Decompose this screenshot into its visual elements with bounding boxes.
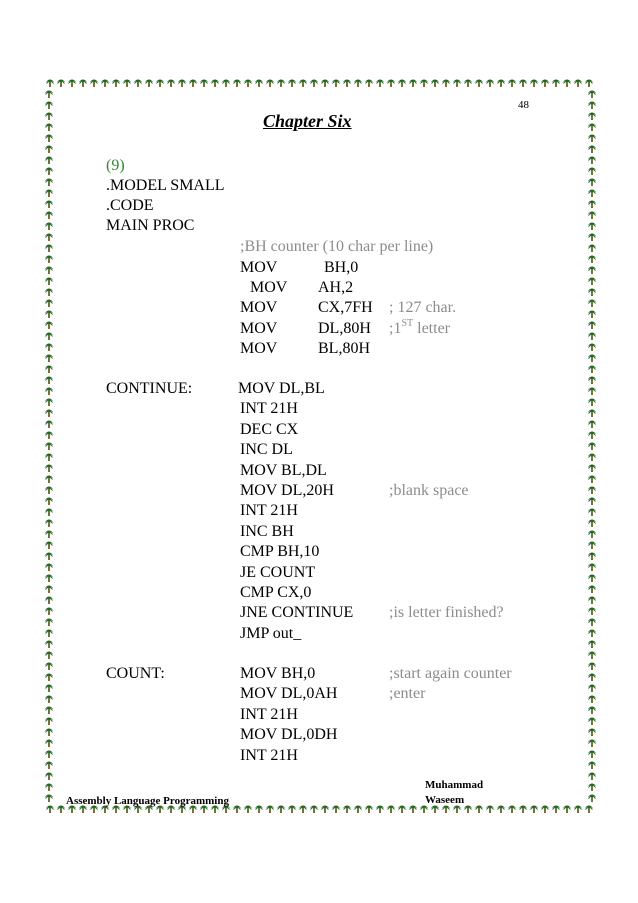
palm-tree-icon — [376, 806, 384, 814]
palm-tree-icon — [45, 509, 53, 517]
palm-tree-icon — [588, 586, 596, 594]
mov-cx-args: CX,7FH — [318, 299, 373, 316]
footer-course-title: Assembly Language Programming — [66, 795, 229, 807]
palm-tree-icon — [588, 454, 596, 462]
palm-tree-icon — [211, 80, 219, 88]
page-number: 48 — [518, 99, 529, 111]
palm-tree-icon — [588, 135, 596, 143]
palm-tree-icon — [398, 806, 406, 814]
continue-label: CONTINUE: — [106, 380, 193, 397]
count-instruction: INT 21H — [240, 705, 298, 723]
palm-tree-icon — [588, 432, 596, 440]
palm-tree-icon — [588, 784, 596, 792]
palm-tree-icon — [588, 597, 596, 605]
palm-tree-icon — [530, 806, 538, 814]
palm-tree-icon — [332, 806, 340, 814]
palm-tree-icon — [588, 146, 596, 154]
palm-tree-icon — [45, 465, 53, 473]
palm-tree-icon — [588, 344, 596, 352]
palm-tree-icon — [45, 289, 53, 297]
palm-tree-icon — [588, 652, 596, 660]
footer-author — [425, 778, 483, 808]
palm-tree-icon — [45, 267, 53, 275]
palm-tree-icon — [266, 80, 274, 88]
palm-tree-icon — [45, 553, 53, 561]
palm-tree-icon — [277, 806, 285, 814]
palm-tree-icon — [45, 718, 53, 726]
palm-tree-icon — [398, 80, 406, 88]
continue-instruction: INT 21H — [240, 400, 298, 418]
continue-instruction: DEC CX — [240, 420, 299, 438]
palm-tree-icon — [332, 80, 340, 88]
palm-tree-icon — [588, 564, 596, 572]
palm-tree-icon — [233, 806, 241, 814]
palm-tree-icon — [588, 542, 596, 550]
palm-tree-icon — [541, 80, 549, 88]
continue-comment: ;blank space — [389, 482, 469, 499]
mov-bh-op: MOV — [240, 259, 278, 276]
palm-tree-icon — [563, 806, 571, 814]
palm-tree-icon — [588, 300, 596, 308]
palm-tree-icon — [588, 509, 596, 517]
count-instruction: MOV DL,0DH — [240, 726, 338, 744]
palm-tree-icon — [475, 80, 483, 88]
palm-tree-icon — [343, 80, 351, 88]
continue-instruction: INT 21H — [240, 502, 298, 520]
palm-tree-icon — [588, 762, 596, 770]
palm-tree-icon — [588, 674, 596, 682]
palm-tree-icon — [552, 806, 560, 814]
palm-tree-icon — [45, 421, 53, 429]
continue-instruction: JNE CONTINUE — [240, 604, 354, 622]
palm-tree-icon — [588, 608, 596, 616]
palm-tree-icon — [68, 80, 76, 88]
palm-tree-icon — [244, 80, 252, 88]
palm-tree-icon — [588, 773, 596, 781]
palm-tree-icon — [588, 190, 596, 198]
palm-tree-icon — [45, 201, 53, 209]
palm-tree-icon — [222, 80, 230, 88]
palm-tree-icon — [45, 674, 53, 682]
palm-tree-icon — [588, 91, 596, 99]
palm-tree-icon — [45, 212, 53, 220]
comment-bh-counter: ;BH counter (10 char per line) — [240, 238, 434, 255]
palm-tree-icon — [79, 80, 87, 88]
palm-tree-icon — [45, 234, 53, 242]
continue-instruction: MOV BL,DL — [240, 461, 327, 479]
palm-tree-icon — [277, 80, 285, 88]
palm-tree-icon — [45, 498, 53, 506]
continue-instruction: INC BH — [240, 522, 294, 540]
palm-tree-icon — [45, 168, 53, 176]
count-label: COUNT: — [106, 665, 165, 682]
palm-tree-icon — [45, 641, 53, 649]
palm-tree-icon — [45, 762, 53, 770]
palm-tree-icon — [588, 685, 596, 693]
palm-tree-icon — [45, 575, 53, 583]
palm-tree-icon — [588, 377, 596, 385]
count-instruction: INT 21H — [240, 746, 298, 764]
palm-tree-icon — [299, 80, 307, 88]
palm-tree-icon — [588, 399, 596, 407]
palm-tree-icon — [409, 806, 417, 814]
palm-tree-icon — [255, 80, 263, 88]
palm-tree-icon — [519, 806, 527, 814]
palm-tree-icon — [45, 157, 53, 165]
palm-tree-icon — [45, 443, 53, 451]
palm-tree-icon — [57, 80, 65, 88]
palm-tree-icon — [45, 399, 53, 407]
mov-dl-comment-suffix: letter — [413, 320, 450, 337]
palm-tree-icon — [588, 157, 596, 165]
palm-tree-icon — [45, 311, 53, 319]
palm-tree-icon — [519, 80, 527, 88]
continue-instruction: CMP BH,10 — [240, 543, 320, 561]
palm-tree-icon — [574, 80, 582, 88]
palm-tree-icon — [45, 685, 53, 693]
palm-tree-icon — [354, 806, 362, 814]
palm-tree-icon — [45, 630, 53, 638]
palm-tree-icon — [588, 289, 596, 297]
palm-tree-icon — [123, 80, 131, 88]
palm-tree-icon — [45, 300, 53, 308]
palm-tree-icon — [552, 80, 560, 88]
palm-tree-icon — [541, 806, 549, 814]
palm-tree-icon — [46, 806, 54, 814]
palm-tree-icon — [497, 806, 505, 814]
palm-tree-icon — [588, 619, 596, 627]
palm-tree-icon — [588, 223, 596, 231]
palm-tree-icon — [588, 641, 596, 649]
palm-tree-icon — [45, 784, 53, 792]
palm-tree-icon — [167, 80, 175, 88]
palm-tree-icon — [45, 740, 53, 748]
palm-tree-icon — [255, 806, 263, 814]
code-directive: .CODE — [106, 197, 154, 214]
palm-tree-icon — [588, 465, 596, 473]
mov-bh-args: BH,0 — [324, 259, 359, 276]
palm-tree-icon — [45, 91, 53, 99]
mov-ah-args: AH,2 — [318, 279, 354, 296]
palm-tree-icon — [45, 531, 53, 539]
palm-tree-icon — [101, 80, 109, 88]
palm-tree-icon — [588, 410, 596, 418]
palm-tree-icon — [588, 245, 596, 253]
palm-tree-icon — [45, 135, 53, 143]
mov-dl-comment-prefix: ;1 — [389, 320, 402, 337]
mov-bl-op: MOV — [240, 340, 278, 357]
continue-instruction: CMP CX,0 — [240, 584, 312, 601]
palm-tree-icon — [588, 311, 596, 319]
palm-tree-icon — [288, 80, 296, 88]
palm-tree-icon — [45, 454, 53, 462]
palm-tree-icon — [189, 80, 197, 88]
palm-tree-icon — [588, 322, 596, 330]
palm-tree-icon — [178, 80, 186, 88]
palm-tree-icon — [387, 806, 395, 814]
palm-tree-icon — [588, 267, 596, 275]
palm-tree-icon — [588, 421, 596, 429]
palm-tree-icon — [588, 212, 596, 220]
palm-tree-icon — [588, 201, 596, 209]
continue-instruction: INC DL — [240, 441, 293, 459]
palm-tree-icon — [45, 773, 53, 781]
count-comment: ;enter — [389, 685, 426, 703]
palm-tree-icon — [588, 718, 596, 726]
palm-tree-icon — [45, 608, 53, 616]
palm-tree-icon — [588, 795, 596, 803]
palm-tree-icon — [420, 80, 428, 88]
continue-comment: ;is letter finished? — [389, 604, 504, 622]
palm-tree-icon — [45, 388, 53, 396]
palm-tree-icon — [588, 124, 596, 132]
palm-tree-icon — [588, 575, 596, 583]
palm-tree-icon — [45, 146, 53, 154]
palm-tree-icon — [585, 80, 593, 88]
continue-instruction: MOV DL,BL — [238, 380, 325, 397]
palm-tree-icon — [588, 443, 596, 451]
palm-tree-icon — [45, 256, 53, 264]
palm-tree-icon — [588, 179, 596, 187]
palm-tree-icon — [588, 333, 596, 341]
palm-tree-icon — [321, 806, 329, 814]
palm-tree-icon — [45, 751, 53, 759]
palm-tree-icon — [45, 663, 53, 671]
palm-tree-icon — [45, 322, 53, 330]
palm-tree-icon — [508, 806, 516, 814]
palm-tree-icon — [588, 520, 596, 528]
palm-tree-icon — [588, 751, 596, 759]
palm-tree-icon — [588, 366, 596, 374]
continue-instruction: JE COUNT — [240, 563, 316, 581]
footer-author-last: Waseem — [425, 794, 465, 806]
palm-tree-icon — [45, 124, 53, 132]
palm-tree-icon — [588, 696, 596, 704]
chapter-title: Chapter Six — [263, 111, 352, 131]
mov-bl-args: BL,80H — [318, 340, 370, 357]
palm-tree-icon — [588, 388, 596, 396]
continue-instruction: MOV DL,20H — [240, 482, 334, 499]
palm-tree-icon — [57, 806, 65, 814]
count-comment: ;start again counter — [389, 665, 512, 682]
palm-tree-icon — [354, 80, 362, 88]
palm-tree-icon — [585, 806, 593, 814]
palm-tree-icon — [45, 487, 53, 495]
palm-tree-icon — [45, 366, 53, 374]
palm-tree-icon — [134, 80, 142, 88]
palm-tree-icon — [145, 80, 153, 88]
palm-tree-icon — [588, 729, 596, 737]
palm-tree-icon — [45, 564, 53, 572]
palm-tree-icon — [45, 652, 53, 660]
model-directive: .MODEL SMALL — [106, 177, 225, 194]
palm-tree-icon — [45, 410, 53, 418]
palm-tree-icon — [45, 795, 53, 803]
mov-cx-op: MOV — [240, 299, 278, 316]
palm-tree-icon — [45, 432, 53, 440]
mov-dl-comment-sup: ST — [401, 317, 414, 329]
mov-ah-op: MOV — [250, 279, 288, 296]
palm-tree-icon — [266, 806, 274, 814]
palm-tree-icon — [45, 245, 53, 253]
palm-tree-icon — [45, 696, 53, 704]
palm-tree-icon — [588, 102, 596, 110]
palm-tree-icon — [588, 630, 596, 638]
mov-dl-args: DL,80H — [318, 320, 371, 337]
palm-tree-icon — [588, 740, 596, 748]
palm-tree-icon — [45, 113, 53, 121]
palm-tree-icon — [497, 80, 505, 88]
palm-tree-icon — [588, 487, 596, 495]
palm-tree-icon — [45, 542, 53, 550]
palm-tree-icon — [45, 190, 53, 198]
palm-tree-icon — [45, 355, 53, 363]
continue-instruction: JMP out_ — [240, 624, 302, 642]
item-number: (9) — [106, 157, 125, 174]
palm-tree-icon — [45, 344, 53, 352]
mov-dl-comment — [389, 317, 450, 338]
palm-tree-icon — [563, 80, 571, 88]
palm-tree-icon — [45, 223, 53, 231]
mov-dl-op: MOV — [240, 320, 278, 337]
palm-tree-icon — [45, 729, 53, 737]
palm-tree-icon — [200, 80, 208, 88]
palm-tree-icon — [588, 531, 596, 539]
palm-tree-icon — [46, 80, 54, 88]
mov-cx-comment: ; 127 char. — [389, 299, 457, 316]
palm-tree-icon — [486, 80, 494, 88]
palm-tree-icon — [45, 333, 53, 341]
palm-tree-icon — [321, 80, 329, 88]
palm-tree-icon — [409, 80, 417, 88]
footer-author-first: Muhammad — [425, 779, 484, 791]
palm-tree-icon — [343, 806, 351, 814]
palm-tree-icon — [588, 498, 596, 506]
palm-tree-icon — [45, 476, 53, 484]
palm-tree-icon — [310, 80, 318, 88]
palm-tree-icon — [45, 377, 53, 385]
count-instruction: MOV BH,0 — [240, 665, 316, 682]
palm-tree-icon — [588, 355, 596, 363]
palm-tree-icon — [45, 278, 53, 286]
palm-tree-icon — [588, 234, 596, 242]
palm-tree-icon — [588, 476, 596, 484]
palm-tree-icon — [588, 168, 596, 176]
palm-tree-icon — [431, 80, 439, 88]
palm-tree-icon — [45, 102, 53, 110]
palm-tree-icon — [453, 80, 461, 88]
palm-tree-icon — [156, 80, 164, 88]
palm-tree-icon — [508, 80, 516, 88]
palm-tree-icon — [588, 256, 596, 264]
palm-tree-icon — [588, 278, 596, 286]
palm-tree-icon — [310, 806, 318, 814]
palm-tree-icon — [376, 80, 384, 88]
palm-tree-icon — [45, 619, 53, 627]
palm-tree-icon — [486, 806, 494, 814]
palm-tree-icon — [233, 80, 241, 88]
palm-tree-icon — [387, 80, 395, 88]
palm-tree-icon — [574, 806, 582, 814]
palm-tree-icon — [464, 80, 472, 88]
palm-tree-icon — [588, 113, 596, 121]
palm-tree-icon — [588, 663, 596, 671]
palm-tree-icon — [90, 80, 98, 88]
palm-tree-icon — [442, 80, 450, 88]
palm-tree-icon — [244, 806, 252, 814]
palm-tree-icon — [45, 597, 53, 605]
main-proc: MAIN PROC — [106, 217, 195, 234]
palm-tree-icon — [45, 586, 53, 594]
palm-tree-icon — [365, 806, 373, 814]
palm-tree-icon — [288, 806, 296, 814]
palm-tree-icon — [45, 179, 53, 187]
count-instruction: MOV DL,0AH — [240, 685, 338, 703]
palm-tree-icon — [588, 707, 596, 715]
palm-tree-icon — [530, 80, 538, 88]
palm-tree-icon — [45, 520, 53, 528]
palm-tree-icon — [588, 553, 596, 561]
palm-tree-icon — [112, 80, 120, 88]
palm-tree-icon — [45, 707, 53, 715]
palm-tree-icon — [299, 806, 307, 814]
palm-tree-icon — [365, 80, 373, 88]
